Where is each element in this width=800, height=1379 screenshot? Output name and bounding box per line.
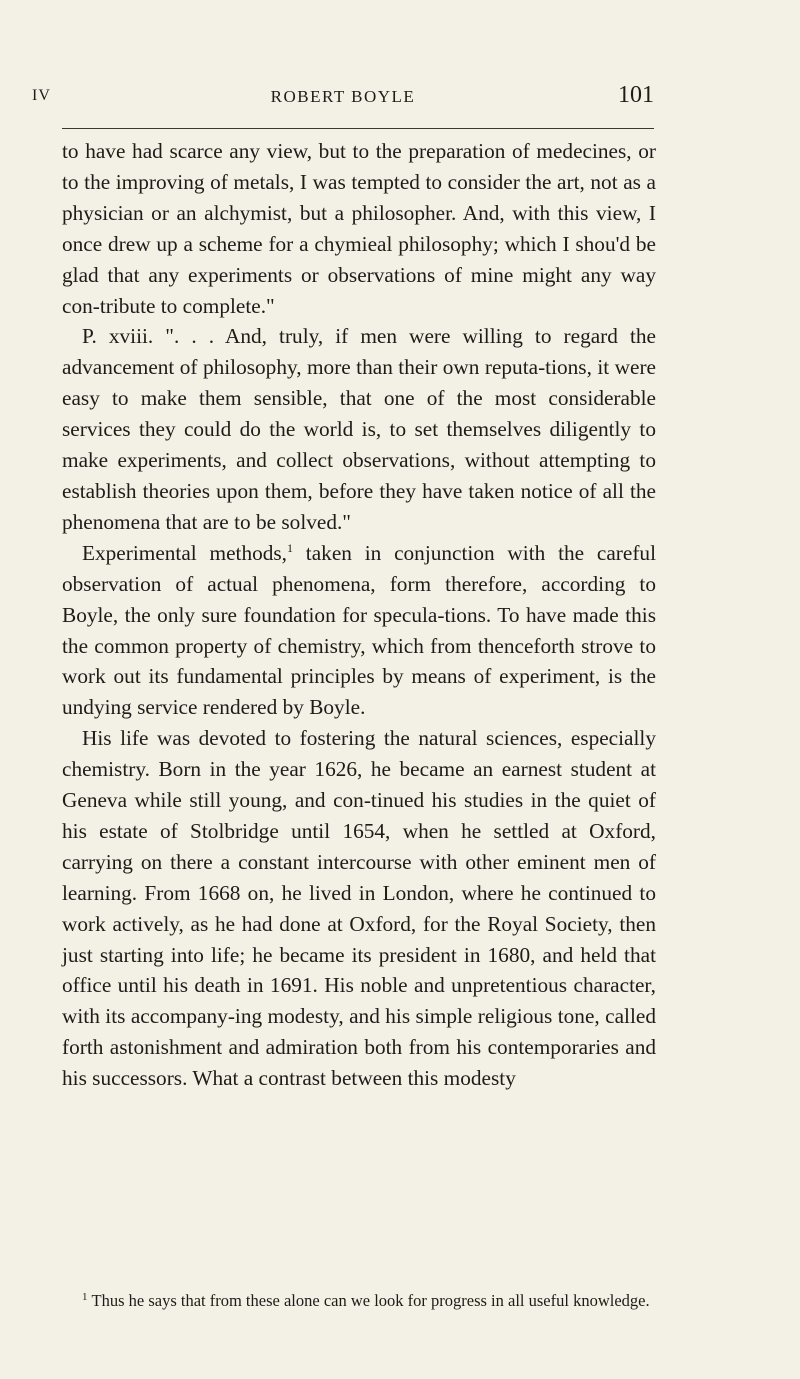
footnote-text: Thus he says that from these alone can we look for progress in all useful knowledge. bbox=[91, 1291, 650, 1310]
paragraph-text: taken in conjunction with the careful observation of actual phenomena, form therefore, according to Boyle, the only sure foundation for specula-tions. To have made this the common property of chemistry, which from thenceforth strove to work out its fundamental principles by means of experiment, is the undying service rendered by Boyle. bbox=[62, 540, 656, 720]
paragraph bbox=[62, 538, 656, 723]
paragraph: His life was devoted to fostering the natural sciences, especially chemistry. Born in the year 1626, he became an earnest student at Geneva while still young, and con-tinued his studies in the quiet of his estate of Stolbridge until 1654, when he settled at Oxford, carrying on there a constant intercourse with other eminent men of learning. From 1668 on, he lived in London, where he continued to work actively, as he had done at Oxford, for the Royal Society, then just starting into life; he became its president in 1680, and held that office until his death in 1691. His noble and unpretentious character, with its accompany-ing modesty, and his simple religious tone, called forth astonishment and admiration both from his contemporaries and his successors. What a contrast between this modesty bbox=[62, 726, 656, 1091]
running-title: ROBERT BOYLE bbox=[270, 87, 416, 106]
paragraph-text: Experimental methods, bbox=[82, 540, 288, 565]
footnote-mark: 1 bbox=[82, 1290, 88, 1303]
page-number: 101 bbox=[618, 82, 654, 108]
chapter-number: IV bbox=[32, 87, 51, 104]
footnote bbox=[62, 1290, 656, 1312]
body-text bbox=[62, 136, 656, 1094]
paragraph: to have had scarce any view, but to the preparation of medecines, or to the improving of metals, I was tempted to consider the art, not as a physician or an alchymist, but a philosopher. And, with this view, I once drew up a scheme for a chymieal philosophy; which I shou'd be glad that any experiments or observations of mine might any way con-tribute to complete." bbox=[62, 139, 656, 318]
header-rule bbox=[62, 128, 654, 129]
running-header bbox=[32, 84, 654, 114]
footnote-reference: 1 bbox=[287, 540, 294, 555]
paragraph: P. xviii. ". . . And, truly, if men were willing to regard the advancement of philosophy, more than their own reputa-tions, it were easy to make them sensible, that one of the most considerable services they could do the world is, to set themselves diligently to make experiments, and collect observations, without attempting to establish theories upon them, before they have taken notice of all the phenomena that are to be solved." bbox=[62, 324, 656, 534]
